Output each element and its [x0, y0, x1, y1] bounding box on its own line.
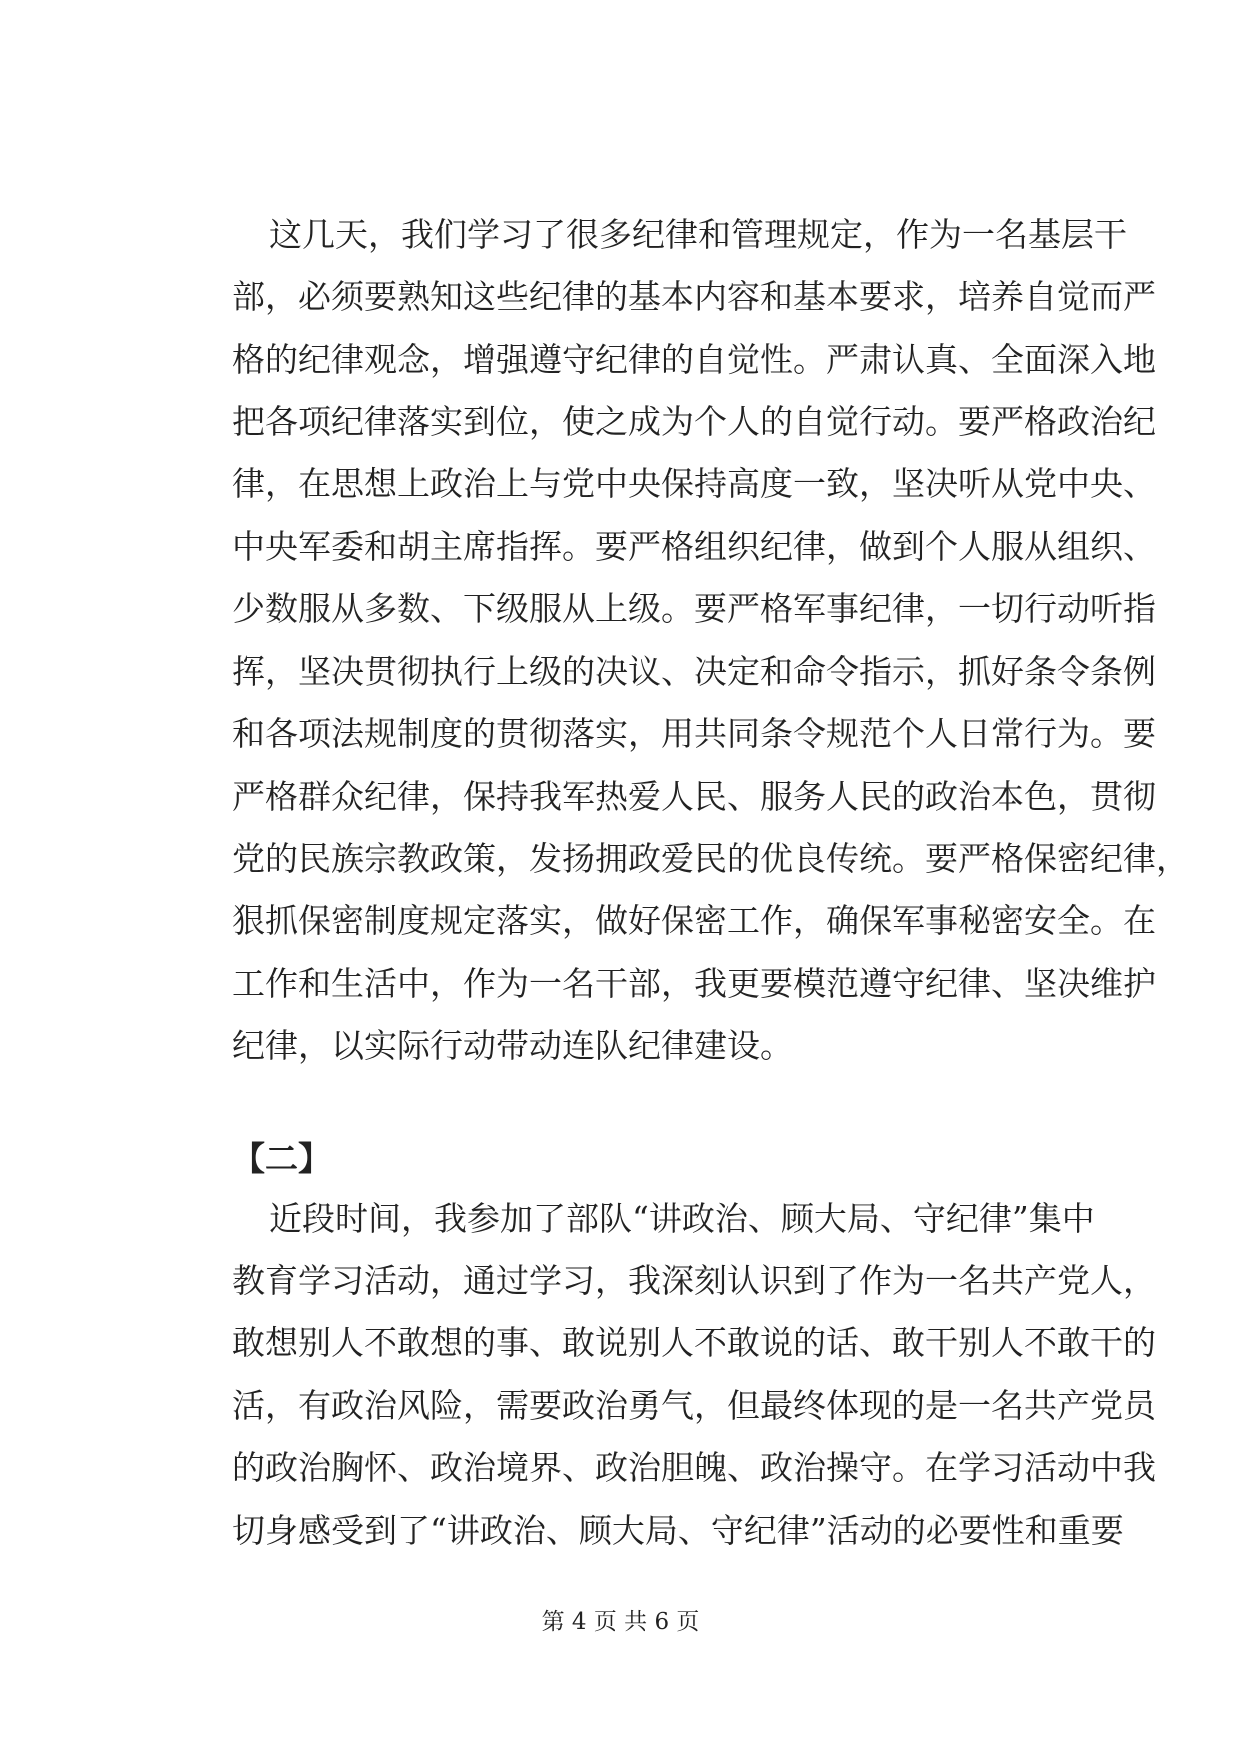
paragraph-line: 部，必须要熟知这些纪律的基本内容和基本要求，培养自觉而严 [232, 277, 1156, 316]
paragraph-line: 工作和生活中，作为一名干部，我更要模范遵守纪律、坚决维护 [232, 964, 1156, 1003]
paragraph-line: 挥，坚决贯彻执行上级的决议、决定和命令指示，抓好条令条例 [232, 652, 1156, 691]
paragraph-line: 严格群众纪律，保持我军热爱人民、服务人民的政治本色，贯彻 [232, 777, 1156, 816]
paragraph-line: 格的纪律观念，增强遵守纪律的自觉性。严肃认真、全面深入地 [232, 340, 1156, 379]
paragraph-line: 切身感受到了“讲政治、顾大局、守纪律”活动的必要性和重要 [232, 1511, 1124, 1550]
paragraph-line: 的政治胸怀、政治境界、政治胆魄、政治操守。在学习活动中我 [232, 1448, 1156, 1487]
paragraph-line: 党的民族宗教政策，发扬拥政爱民的优良传统。要严格保密纪律， [232, 839, 1189, 878]
paragraph-line: 这几天，我们学习了很多纪律和管理规定，作为一名基层干 [269, 215, 1127, 254]
paragraph-line: 狠抓保密制度规定落实，做好保密工作，确保军事秘密安全。在 [232, 901, 1156, 940]
paragraph-line: 中央军委和胡主席指挥。要严格组织纪律，做到个人服从组织、 [232, 527, 1156, 566]
paragraph-line: 和各项法规制度的贯彻落实，用共同条令规范个人日常行为。要 [232, 714, 1156, 753]
paragraph-line: 活，有政治风险，需要政治勇气，但最终体现的是一名共产党员 [232, 1386, 1156, 1425]
paragraph-line: 近段时间，我参加了部队“讲政治、顾大局、守纪律”集中 [269, 1199, 1095, 1238]
paragraph-line: 把各项纪律落实到位，使之成为个人的自觉行动。要严格政治纪 [232, 402, 1156, 441]
paragraph-line: 少数服从多数、下级服从上级。要严格军事纪律，一切行动听指 [232, 589, 1156, 628]
paragraph-line: 敢想别人不敢想的事、敢说别人不敢说的话、敢干别人不敢干的 [232, 1323, 1156, 1362]
section-heading: 【二】 [232, 1139, 331, 1178]
paragraph-line: 纪律，以实际行动带动连队纪律建设。 [232, 1026, 793, 1065]
paragraph-line: 律，在思想上政治上与党中央保持高度一致，坚决听从党中央、 [232, 464, 1156, 503]
page-footer: 第 4 页 共 6 页 [541, 1609, 700, 1635]
paragraph-line: 教育学习活动，通过学习，我深刻认识到了作为一名共产党人， [232, 1261, 1156, 1300]
